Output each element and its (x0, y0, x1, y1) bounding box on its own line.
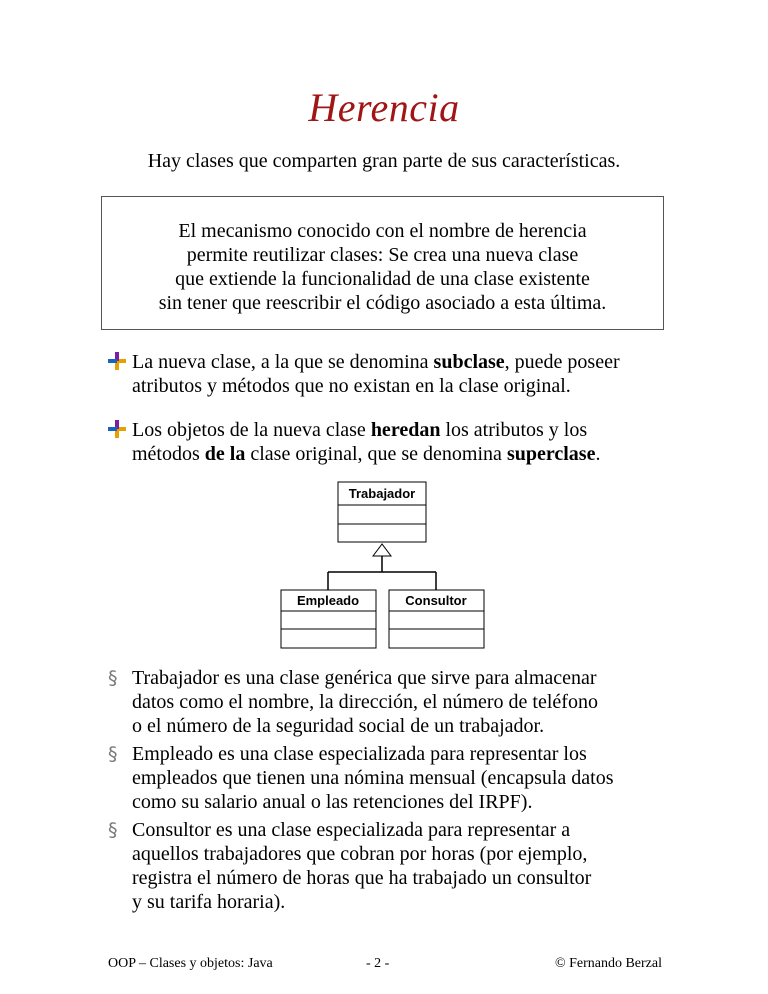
class-consultor (389, 590, 484, 648)
section-trabajador (108, 666, 668, 738)
definition-line: El mecanismo conocido con el nombre de herencia (178, 220, 587, 242)
section-line: y su tarifa horaria). (132, 891, 286, 913)
footer-right: © Fernando Berzal (554, 956, 662, 971)
bullet-line: métodos de la clase original, que se denomina superclase. (132, 443, 601, 465)
class-consultor-label: Consultor (405, 593, 467, 608)
section-line: como su salario anual o las retenciones del IRPF). (132, 791, 533, 813)
class-empleado (281, 590, 376, 648)
section-line: Consultor es una clase especializada para representar a (132, 819, 571, 841)
inheritance-arrow (328, 544, 436, 590)
footer-left: OOP – Clases y objetos: Java (108, 956, 273, 971)
section-empleado (108, 742, 668, 814)
class-trabajador (338, 482, 426, 542)
section-sign-icon: § (108, 819, 118, 841)
section-consultor (108, 818, 668, 914)
section-line: empleados que tienen una nómina mensual (encapsula datos (132, 767, 614, 789)
footer-page-number: - 2 - (366, 956, 390, 971)
section-line: o el número de la seguridad social de un trabajador. (132, 715, 545, 737)
class-empleado-label: Empleado (296, 593, 360, 608)
section-line: Trabajador es una clase genérica que sirve para almacenar (132, 667, 597, 689)
definition-line: permite reutilizar clases: Se crea una nueva clase (186, 244, 579, 266)
intro-text: Hay clases que comparten gran parte de sus características. (147, 150, 621, 172)
section-line: registra el número de horas que ha trabajado un consultor (132, 867, 592, 889)
bullet-line: atributos y métodos que no existan en la clase original. (132, 375, 571, 397)
class-trabajador-label: Trabajador (348, 486, 416, 501)
section-sign-icon: § (108, 667, 118, 689)
section-line: aquellos trabajadores que cobran por horas (por ejemplo, (132, 843, 588, 865)
definition-line: sin tener que reescribir el código asociado a esta última. (158, 292, 607, 314)
bullet-line: La nueva clase, a la que se denomina subclase, puede poseer (132, 351, 620, 373)
section-line: datos como el nombre, la dirección, el número de teléfono (132, 691, 598, 713)
definition-line: que extiende la funcionalidad de una clase existente (175, 268, 590, 290)
section-sign-icon: § (108, 743, 118, 765)
section-line: Empleado es una clase especializada para representar los (132, 743, 587, 765)
page-title: Herencia (308, 85, 460, 130)
bullet-line: Los objetos de la nueva clase heredan los atributos y los (132, 419, 588, 441)
